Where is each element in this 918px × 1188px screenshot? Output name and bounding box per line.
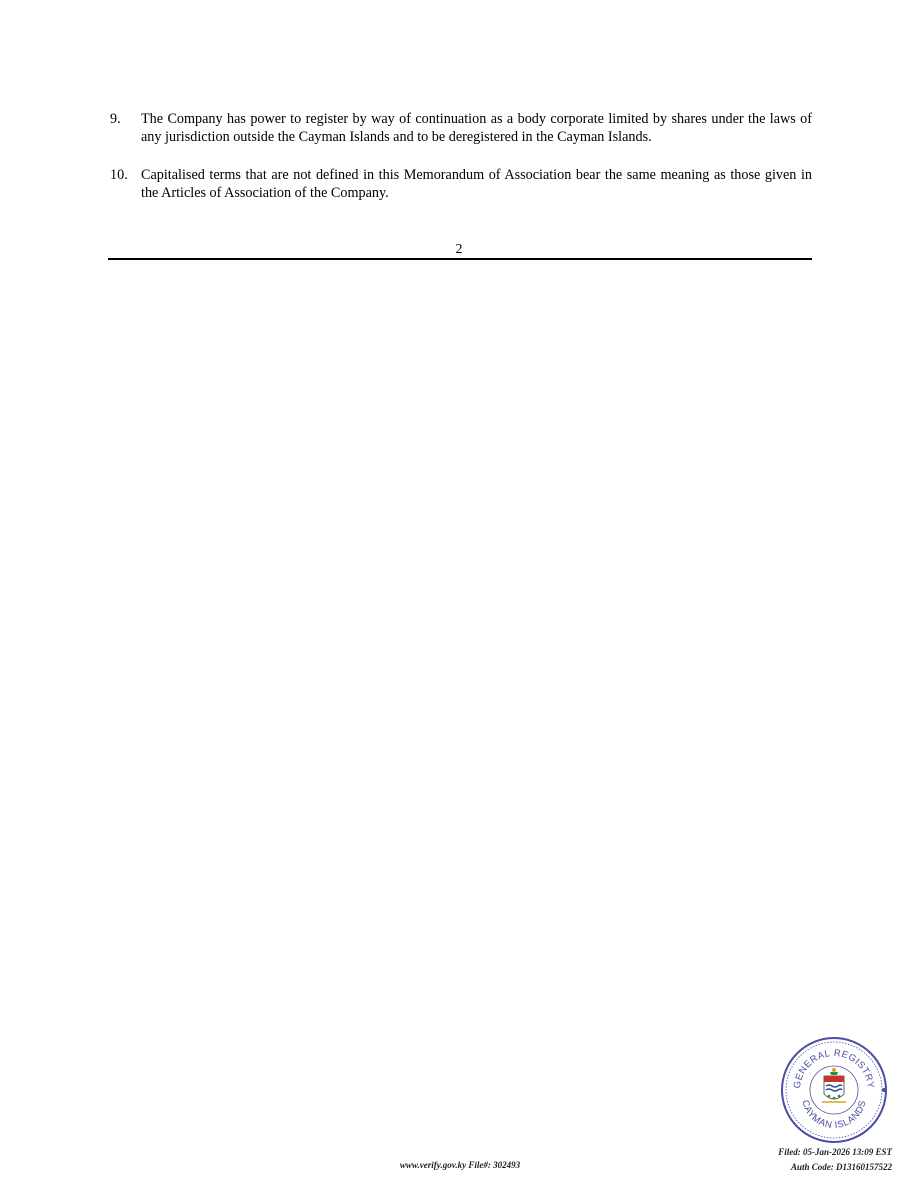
coat-of-arms-icon [822,1068,846,1102]
filed-timestamp: Filed: 05-Jan-2026 13:09 EST [778,1147,892,1157]
clause-number: 10. [110,167,128,183]
clause-10 [110,166,812,202]
clause-text: The Company has power to register by way of continuation as a body corporate limited by shares under the laws of any jurisdiction outside the Cayman Islands and to be deregistered in the Cayman Islands. [141,111,812,145]
svg-text:CAYMAN ISLANDS: CAYMAN ISLANDS [799,1098,869,1132]
verify-reference: www.verify.gov.ky File#: 302493 [399,1160,521,1170]
clause-number: 9. [110,111,121,127]
clause-text: Capitalised terms that are not defined in this Memorandum of Association bear the same meaning as those given in the Articles of Association of the Company. [141,167,812,201]
svg-text:GENERAL REGISTRY: GENERAL REGISTRY [791,1047,877,1090]
registry-seal-stamp [780,1036,888,1144]
filing-info [740,1145,892,1175]
footer-divider [108,258,812,260]
auth-code: Auth Code: D13160157522 [790,1162,892,1172]
page-number: 2 [455,242,463,257]
clause-9 [110,110,812,146]
